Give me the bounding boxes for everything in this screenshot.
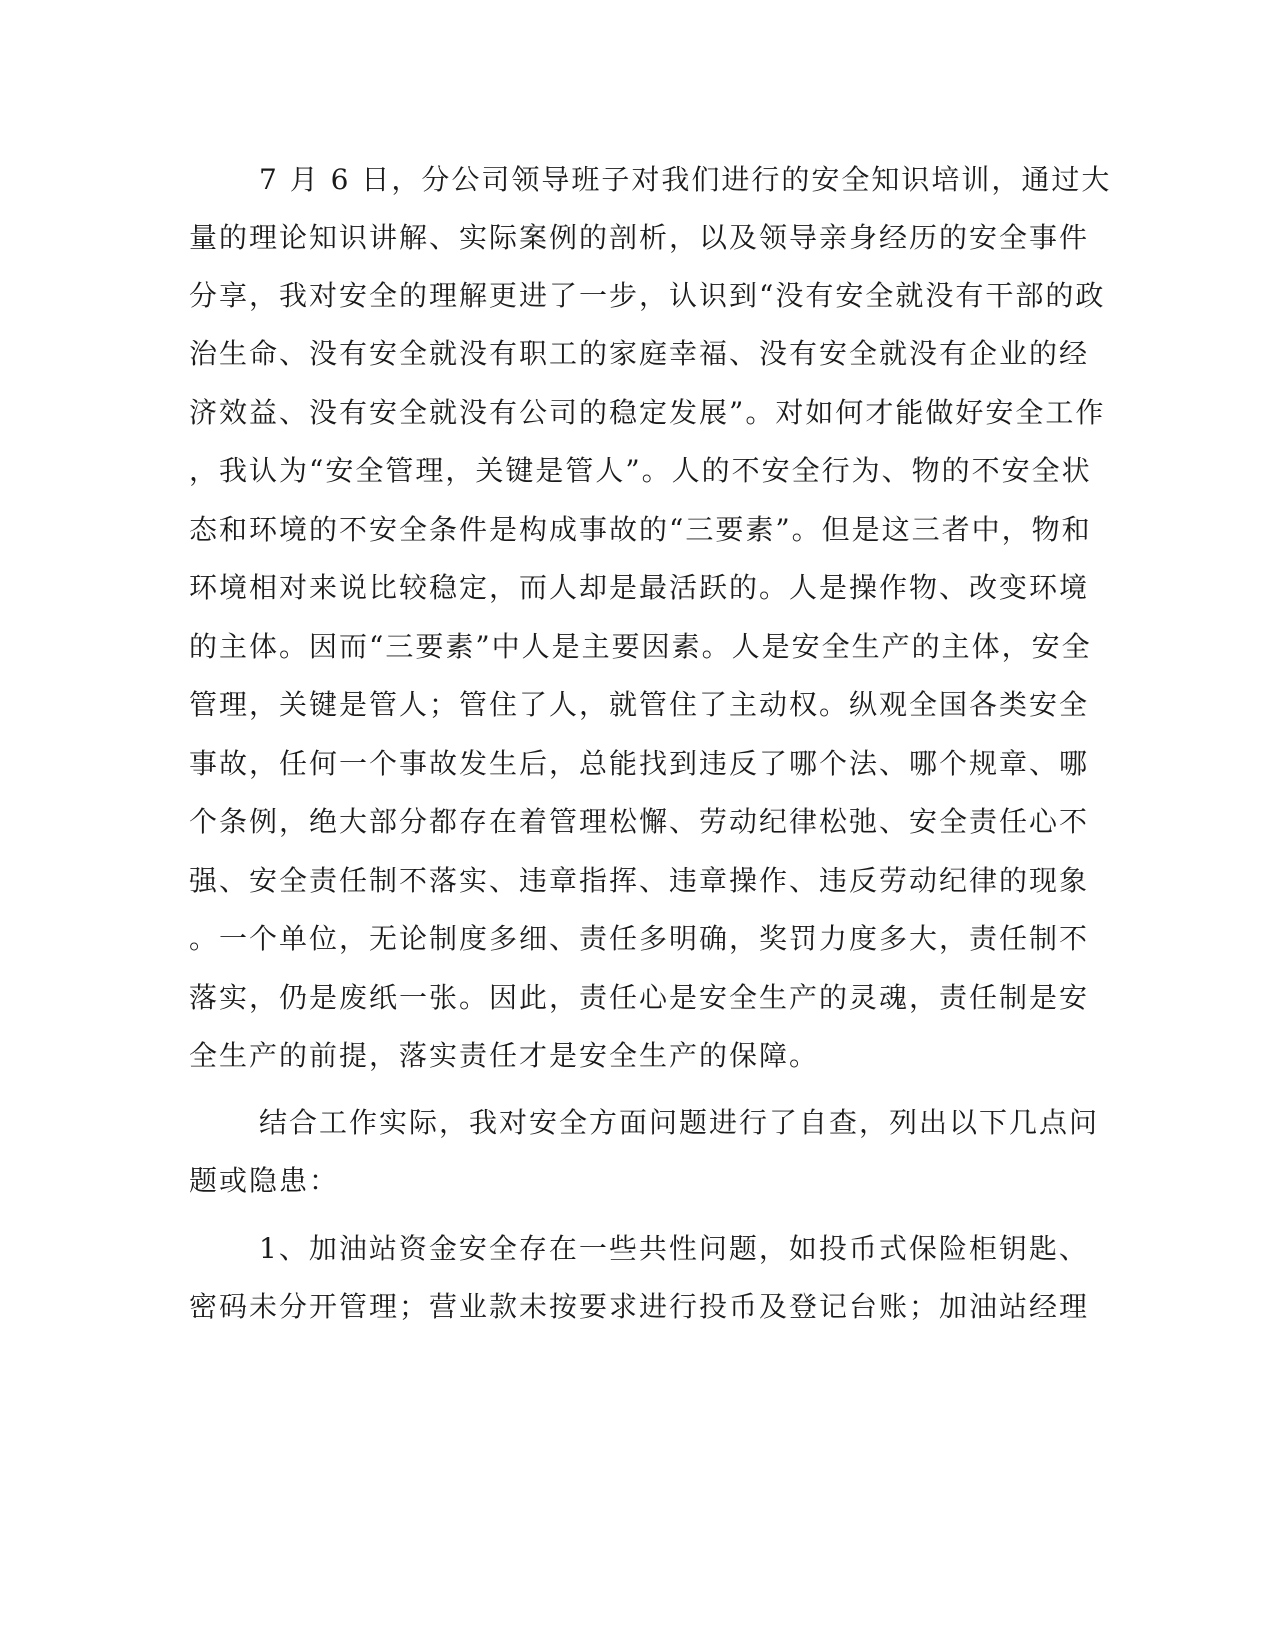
- text-line: 全生产的前提，落实责任才是安全生产的保障。: [189, 1039, 820, 1072]
- text-line: 密码未分开管理；营业款未按要求进行投币及登记台账；加油站经理: [189, 1290, 1090, 1323]
- text-line: 强、安全责任制不落实、违章指挥、违章操作、违反劳动纪律的现象: [189, 864, 1090, 897]
- text-line: 态和环境的不安全条件是构成事故的“三要素”。但是这三者中，物和: [189, 513, 1092, 546]
- text-line: 个条例，绝大部分都存在着管理松懈、劳动纪律松弛、安全责任心不: [189, 805, 1090, 838]
- text-line: 。一个单位，无论制度多细、责任多明确，奖罚力度多大，责任制不: [189, 922, 1090, 955]
- text-line: 环境相对来说比较稳定，而人却是最活跃的。人是操作物、改变环境: [189, 571, 1090, 604]
- text-line: 分享，我对安全的理解更进了一步，认识到“没有安全就没有干部的政: [189, 279, 1106, 312]
- text-line: 管理，关键是管人；管住了人，就管住了主动权。纵观全国各类安全: [189, 688, 1090, 721]
- text-line: 量的理论知识讲解、实际案例的剖析，以及领导亲身经历的安全事件: [189, 221, 1090, 254]
- list-item: 1、加油站资金安全存在一些共性问题，如投币式保险柜钥匙、: [259, 1232, 1089, 1265]
- text-line: 治生命、没有安全就没有职工的家庭幸福、没有安全就没有企业的经: [189, 337, 1090, 370]
- text-line: ，我认为“安全管理，关键是管人”。人的不安全行为、物的不安全状: [189, 454, 1092, 487]
- text-line: 7 月 6 日，分公司领导班子对我们进行的安全知识培训，通过大: [259, 163, 1112, 196]
- text-line: 济效益、没有安全就没有公司的稳定发展”。对如何才能做好安全工作: [189, 396, 1106, 429]
- text-line: 结合工作实际，我对安全方面问题进行了自查，列出以下几点问: [259, 1106, 1100, 1139]
- text-line: 事故，任何一个事故发生后，总能找到违反了哪个法、哪个规章、哪: [189, 747, 1090, 780]
- text-line: 落实，仍是废纸一张。因此，责任心是安全生产的灵魂，责任制是安: [189, 981, 1090, 1014]
- text-line: 的主体。因而“三要素”中人是主要因素。人是安全生产的主体，安全: [189, 630, 1092, 663]
- text-line: 题或隐患：: [189, 1164, 340, 1197]
